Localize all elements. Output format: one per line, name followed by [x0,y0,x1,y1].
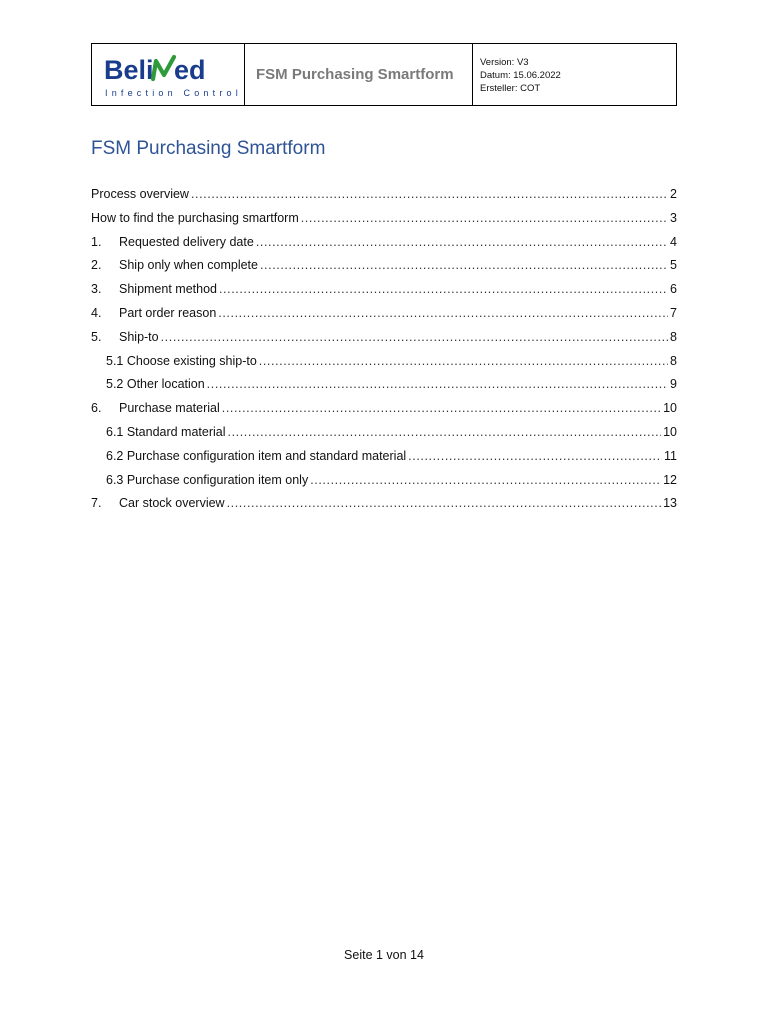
toc-entry-label: Part order reason [119,305,217,320]
toc-entry-page: 10 [663,424,677,439]
toc-entry-page: 10 [663,401,677,416]
toc-entry[interactable] [91,473,677,497]
toc-entry-page: 8 [670,353,677,368]
toc-entry-label: 6.2 Purchase configuration item and standard material [106,448,407,463]
page-footer: Seite 1 von 14 [344,948,424,962]
toc-dot-leader [260,258,668,272]
toc-dot-leader [259,354,668,368]
toc-entry-number: 7. [91,496,102,511]
toc-entry-number: 3. [91,282,102,297]
toc-entry-page: 8 [670,329,677,344]
toc-dot-leader [219,282,668,296]
toc-entry[interactable] [91,449,677,473]
logo-swoosh-icon [153,57,174,79]
toc-entry-number: 5. [91,329,102,344]
toc-entry-page: 6 [670,282,677,297]
toc-entry[interactable] [91,330,677,354]
author-label: Ersteller: COT [480,83,541,94]
logo-cell [92,44,245,105]
toc-entry-page: 4 [670,234,677,249]
toc-entry[interactable] [91,211,677,235]
toc-entry-number: 4. [91,305,102,320]
toc-entry-label: 6.1 Standard material [106,424,226,439]
table-of-contents [91,187,677,520]
toc-entry-label: 6.3 Purchase configuration item only [106,472,309,487]
toc-entry[interactable] [91,401,677,425]
toc-dot-leader [301,211,668,225]
logo-text-part-1: Beli [104,55,154,85]
toc-entry-label: Ship-to [119,329,159,344]
toc-entry[interactable] [91,235,677,259]
toc-dot-leader [227,496,662,510]
toc-dot-leader [161,330,668,344]
toc-entry-label: Car stock overview [119,496,225,511]
toc-dot-leader [228,425,662,439]
toc-entry-label: Requested delivery date [119,234,254,249]
toc-entry-label: 5.2 Other location [106,377,205,392]
logo-subtitle: Infection Control [105,88,242,98]
toc-entry-page: 12 [663,472,677,487]
header-meta [473,44,676,105]
page-title: FSM Purchasing Smartform [91,138,326,159]
toc-entry-label: Shipment method [119,282,217,297]
header-title: FSM Purchasing Smartform [245,44,473,105]
toc-entry-number: 6. [91,401,102,416]
toc-dot-leader [191,187,668,201]
toc-entry[interactable] [91,258,677,282]
toc-dot-leader [218,306,668,320]
toc-entry[interactable] [91,187,677,211]
toc-entry-label: Ship only when complete [119,258,258,273]
toc-dot-leader [408,449,662,463]
toc-entry[interactable] [91,425,677,449]
belimed-logo [104,53,234,87]
logo-text-part-2: ed [174,55,206,85]
document-header [91,43,677,106]
toc-entry-page: 13 [663,496,677,511]
toc-entry[interactable] [91,354,677,378]
toc-dot-leader [222,401,661,415]
version-label: Version: V3 [480,57,529,68]
toc-entry-number: 2. [91,258,102,273]
toc-entry-label: 5.1 Choose existing ship-to [106,353,257,368]
toc-dot-leader [256,235,668,249]
toc-entry-label: Process overview [91,187,189,201]
toc-entry-label: How to find the purchasing smartform [91,210,299,225]
date-label: Datum: 15.06.2022 [480,70,561,81]
toc-entry-number: 1. [91,234,102,249]
toc-entry-page: 7 [670,305,677,320]
toc-entry[interactable] [91,306,677,330]
toc-dot-leader [310,473,661,487]
toc-dot-leader [207,377,668,391]
toc-entry[interactable] [91,377,677,401]
toc-entry[interactable] [91,282,677,306]
toc-entry-page: 2 [670,187,677,201]
toc-entry-page: 9 [670,377,677,392]
toc-entry[interactable] [91,496,677,520]
toc-entry-page: 5 [670,258,677,273]
toc-entry-page: 11 [664,448,677,463]
toc-entry-page: 3 [670,210,677,225]
toc-entry-label: Purchase material [119,401,220,416]
